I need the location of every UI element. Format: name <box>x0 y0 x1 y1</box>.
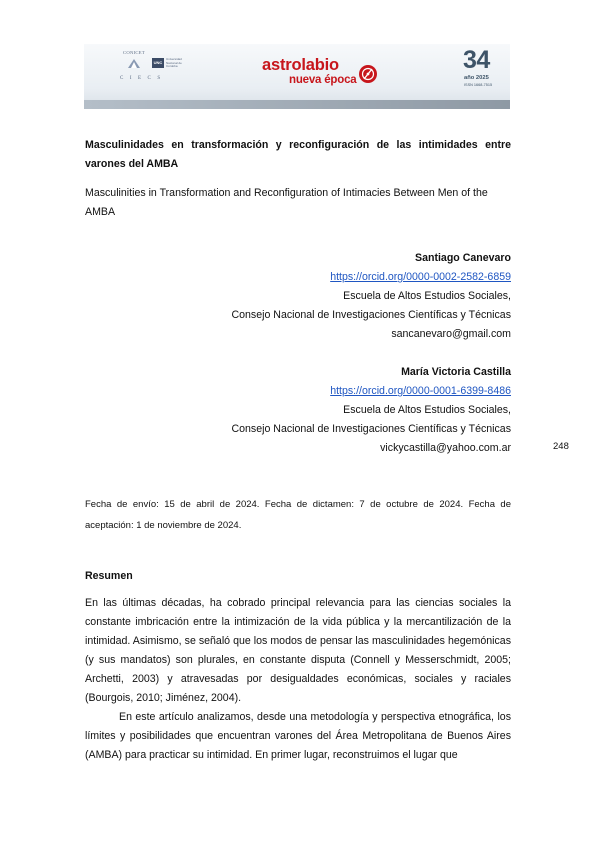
orcid-link[interactable]: https://orcid.org/0000-0001-6399-8486 <box>330 385 511 398</box>
author-affiliation: Consejo Nacional de Investigaciones Científicas y Técnicas <box>231 423 511 436</box>
submission-dates: Fecha de envío: 15 de abril de 2024. Fecha de dictamen: 7 de octubre de 2024. Fecha de aceptación: 1 de noviembre de 2024. <box>85 499 511 531</box>
issn-label: ISSN 1668-7515 <box>464 83 493 87</box>
unc-badge: UNC <box>152 58 164 68</box>
journal-subtitle: nueva época <box>289 74 357 86</box>
conicet-mark-icon <box>128 59 140 68</box>
abstract-body <box>85 594 511 765</box>
page-number: 248 <box>553 441 569 452</box>
issue-number: 34 <box>463 46 490 74</box>
journal-header <box>0 0 595 130</box>
conicet-name: CONICET <box>122 50 145 55</box>
author-affiliation: Consejo Nacional de Investigaciones Científicas y Técnicas <box>231 309 511 322</box>
author-block <box>85 363 511 458</box>
astrolabio-logo <box>262 56 382 90</box>
orcid-link[interactable]: https://orcid.org/0000-0002-2582-6859 <box>330 271 511 284</box>
abstract-paragraph: En este artículo analizamos, desde una metodología y perspectiva etnográfica, los límites y posibilidades que encuentran varones del Área Metropolitana de Buenos Aires (AMBA) para practicar su intimidad. En primer lugar, reconstruimos el lugar que <box>85 711 511 761</box>
author-block <box>85 249 511 344</box>
author-affiliation: Escuela de Altos Estudios Sociales, <box>343 290 511 303</box>
article-title-es: Masculinidades en transformación y reconfiguración de las intimidades entre varones del AMBA <box>85 139 511 170</box>
author-email: sancanevaro@gmail.com <box>391 328 511 341</box>
conicet-logo <box>118 50 184 92</box>
issue-year: año 2025 <box>464 75 489 81</box>
author-name: Santiago Canevaro <box>415 252 511 264</box>
author-affiliation: Escuela de Altos Estudios Sociales, <box>343 404 511 417</box>
ciecs-label: CIECS <box>120 76 167 81</box>
astrolabe-icon <box>358 64 378 84</box>
author-name: María Victoria Castilla <box>401 366 511 378</box>
author-email: vickycastilla@yahoo.com.ar <box>380 442 511 455</box>
header-stripe <box>84 100 510 109</box>
abstract-paragraph: En las últimas décadas, ha cobrado principal relevancia para las ciencias sociales la constante imbricación entre la intimización de la vida pública y la mercantilización de la intimidad. Asimismo, se señaló que los modos de pensar las masculinidades hegemónicas (y sus mandatos) son plurales, en constante disputa (Connell y Messerschmidt, 2005; Archetti, 2003) y atravesadas por desigualdades económicas, sociales y raciales (Bourgois, 2010; Jiménez, 2004). <box>85 597 511 704</box>
abstract-heading: Resumen <box>85 570 133 582</box>
issue-badge <box>461 46 511 100</box>
journal-title: astrolabio <box>262 56 339 74</box>
univ-label: Universidad Nacional de Córdoba <box>166 57 182 69</box>
article-title-en: Masculinities in Transformation and Reconfiguration of Intimacies Between Men of the AMBA <box>85 187 488 218</box>
